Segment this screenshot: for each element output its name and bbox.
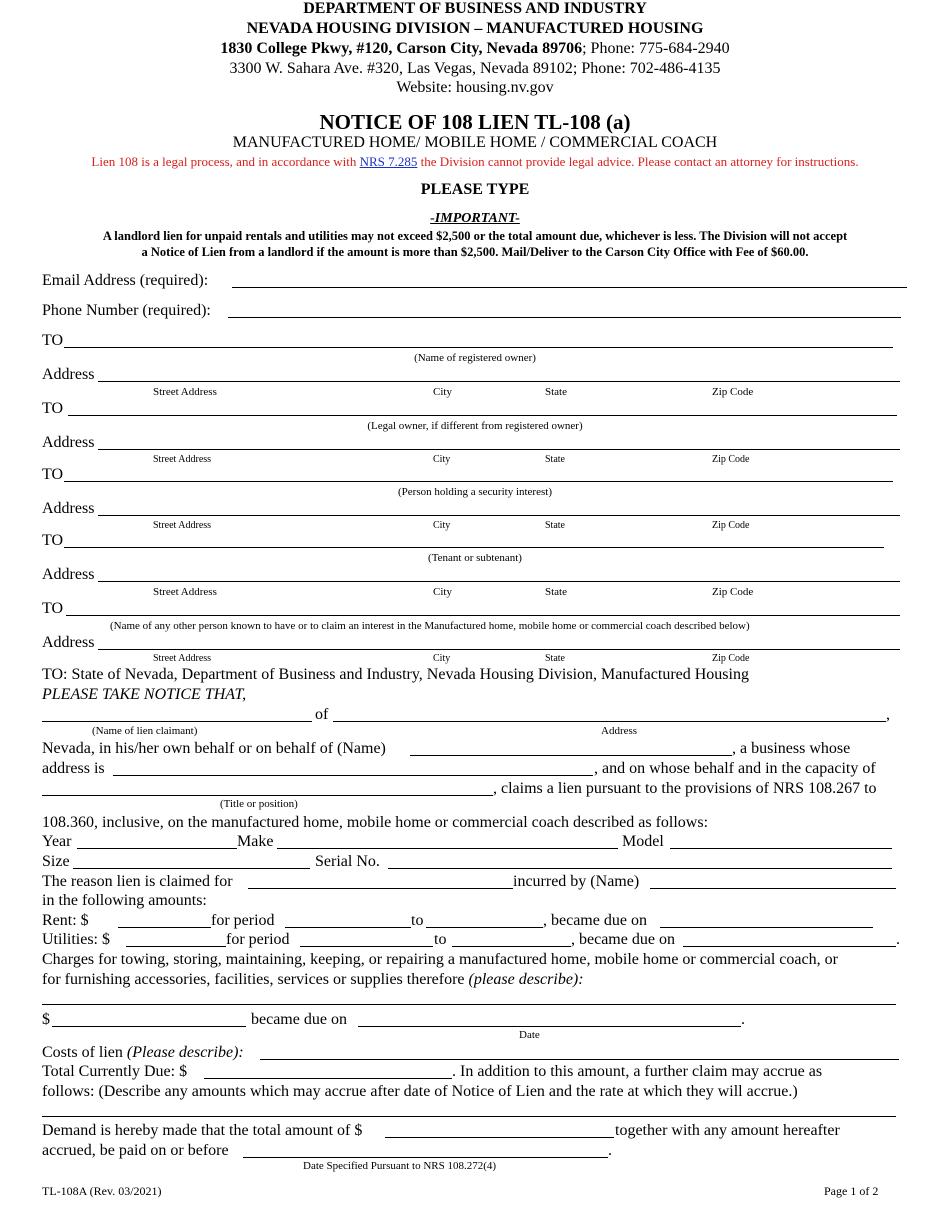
rent-due-label: , became due on: [543, 912, 647, 929]
to-label: TO: [42, 400, 64, 417]
rent-period-label: for period: [211, 912, 275, 929]
carson-phone: ; Phone: 775-684-2940: [582, 40, 730, 57]
address-label: Address: [42, 500, 95, 517]
carson-address: [0, 40, 950, 58]
caption-tenant: (Tenant or subtenant): [428, 552, 522, 564]
accrue-description-field[interactable]: [42, 1116, 896, 1117]
agency-name: DEPARTMENT OF BUSINESS AND INDUSTRY: [303, 0, 647, 17]
model-field[interactable]: [670, 848, 892, 849]
to-legal-owner-field[interactable]: [68, 415, 897, 416]
to-tenant-field[interactable]: [64, 547, 884, 548]
charges-line1: Charges for towing, storing, maintaining, keeping, or repairing a manufactured home, mobile home or commercial coach, or: [42, 951, 838, 968]
caption-zip: Zip Code: [712, 520, 750, 531]
year-field[interactable]: [77, 848, 237, 849]
accrue-line2: follows: (Describe any amounts which may accrue after date of Notice of Lien and the rate at which they will accrue.): [42, 1083, 798, 1100]
address-is-label: address is: [42, 760, 105, 777]
caption-state: State: [545, 386, 567, 398]
caption-city: City: [433, 520, 451, 531]
caption-zip: Zip Code: [712, 454, 750, 465]
incurred-name-field[interactable]: [650, 888, 896, 889]
claimant-address-field[interactable]: [333, 721, 886, 722]
important-line2: a Notice of Lien from a landlord if the amount is more than $2,500. Mail/Deliver to the Carson City Office with Fee of $60.00.: [141, 245, 809, 259]
rent-to-label: to: [411, 912, 424, 929]
utilities-period-label: for period: [226, 931, 290, 948]
caption-nrs-date: Date Specified Pursuant to NRS 108.272(4): [303, 1160, 497, 1172]
important-heading: [0, 211, 950, 227]
utilities-period-start-field[interactable]: [300, 946, 433, 947]
claims-lien-label: , claims a lien pursuant to the provisions of NRS 108.267 to: [493, 780, 877, 797]
caption-city: City: [433, 586, 452, 598]
paid-before-period: .: [608, 1142, 612, 1159]
page-number: Page 1 of 2: [824, 1184, 879, 1198]
division-name: NEVADA HOUSING DIVISION – MANUFACTURED HOUSING: [246, 20, 704, 37]
behalf-name-field[interactable]: [410, 755, 732, 756]
important-line1: A landlord lien for unpaid rentals and utilities may not exceed $2,500 or the total amount due, whichever is less. The Division will not accept: [102, 229, 848, 243]
form-title: NOTICE OF 108 LIEN TL-108 (a): [319, 110, 631, 134]
charges-description-field[interactable]: [42, 1004, 896, 1005]
caption-other-interest: (Name of any other person known to have or to claim an interest in the Manufactured home, mobile home or commercial coach described below): [110, 620, 750, 632]
caption-state: State: [545, 586, 567, 598]
to-label: TO: [42, 332, 64, 349]
behalf-label: Nevada, in his/her own behalf or on behalf of (Name): [42, 740, 386, 757]
please-take-notice: PLEASE TAKE NOTICE THAT,: [42, 686, 247, 703]
rent-period-end-field[interactable]: [426, 927, 543, 928]
following-amounts: in the following amounts:: [42, 892, 207, 909]
charges-due-label: became due on: [251, 1011, 347, 1028]
caption-lien-claimant: (Name of lien claimant): [92, 725, 198, 737]
caption-state: State: [545, 520, 565, 531]
caption-street: Street Address: [153, 520, 212, 531]
reason-label: The reason lien is claimed for: [42, 873, 233, 890]
title-position-field[interactable]: [42, 795, 493, 796]
make-field[interactable]: [277, 848, 618, 849]
address-field-1[interactable]: [98, 381, 900, 382]
to-other-interest-field[interactable]: [66, 615, 900, 616]
to-label: TO: [42, 600, 64, 617]
charges-period: .: [741, 1011, 745, 1028]
demand-amount-field[interactable]: [385, 1137, 614, 1138]
charges-amount-field[interactable]: [52, 1026, 246, 1027]
paid-before-date-field[interactable]: [243, 1157, 608, 1158]
caption-city: City: [433, 454, 451, 465]
caption-title-position: (Title or position): [220, 798, 298, 810]
nrs-link[interactable]: NRS 7.285: [359, 154, 418, 169]
utilities-due-label: , became due on: [571, 931, 675, 948]
lien-claimant-field[interactable]: [42, 721, 312, 722]
incurred-label: incurred by (Name): [513, 873, 640, 890]
caption-security-interest: (Person holding a security interest): [398, 486, 552, 498]
email-label: Email Address (required):: [42, 272, 209, 289]
vegas-address: 3300 W. Sahara Ave. #320, Las Vegas, Nevada 89102; Phone: 702-486-4135: [229, 60, 721, 77]
address-field-4[interactable]: [98, 581, 900, 582]
caption-street: Street Address: [153, 653, 212, 664]
caption-zip: Zip Code: [712, 586, 754, 598]
caption-zip: Zip Code: [712, 386, 754, 398]
year-label: Year: [42, 833, 72, 850]
caption-zip: Zip Code: [712, 653, 750, 664]
charges-dollar: $: [42, 1011, 50, 1028]
form-subtitle: MANUFACTURED HOME/ MOBILE HOME / COMMERCIAL COACH: [232, 134, 718, 151]
utilities-period-end-field[interactable]: [452, 946, 571, 947]
charges-line2-text: for furnishing accessories, facilities, services or supplies therefore: [42, 971, 465, 988]
address-field-2[interactable]: [98, 449, 900, 450]
serial-label: Serial No.: [315, 853, 380, 870]
charges-line2: [42, 971, 584, 989]
costs-label-text: Costs of lien: [42, 1044, 123, 1061]
email-field[interactable]: [232, 287, 907, 288]
form-id: TL-108A (Rev. 03/2021): [42, 1184, 162, 1198]
to-label: TO: [42, 466, 64, 483]
to-security-interest-field[interactable]: [64, 481, 893, 482]
legal-notice-after: the Division cannot provide legal advice. Please contact an attorney for instructions.: [420, 154, 859, 169]
charges-describe: (please describe):: [468, 971, 584, 988]
address-label: Address: [42, 566, 95, 583]
reason-field[interactable]: [248, 888, 513, 889]
total-due-field[interactable]: [204, 1078, 452, 1079]
caption-street: Street Address: [153, 386, 217, 398]
business-whose-label: , a business whose: [732, 740, 851, 757]
comma: ,: [886, 706, 890, 723]
caption-date: Date: [519, 1029, 540, 1041]
of-label: of: [315, 706, 329, 723]
carson-address-bold: 1830 College Pkwy, #120, Carson City, Nevada 89706: [220, 40, 583, 57]
rent-period-start-field[interactable]: [285, 927, 411, 928]
demand-label-b: together with any amount hereafter: [615, 1122, 840, 1139]
caption-registered-owner: (Name of registered owner): [414, 352, 536, 364]
rent-due-date-field[interactable]: [660, 927, 873, 928]
caption-state: State: [545, 454, 565, 465]
total-due-label: Total Currently Due: $: [42, 1063, 188, 1080]
caption-city: City: [433, 653, 451, 664]
costs-field[interactable]: [260, 1059, 899, 1060]
accrue-line1: . In addition to this amount, a further claim may accrue as: [452, 1063, 823, 1080]
to-label: TO: [42, 532, 64, 549]
capacity-label: , and on whose behalf and in the capacity of: [594, 760, 876, 777]
utilities-period-end: .: [896, 931, 900, 948]
address-label: Address: [42, 634, 95, 651]
caption-street: Street Address: [153, 586, 217, 598]
legal-notice: [0, 154, 950, 170]
demand-label: Demand is hereby made that the total amount of $: [42, 1122, 363, 1139]
important-heading-text: -IMPORTANT-: [430, 211, 520, 226]
serial-field[interactable]: [388, 868, 892, 869]
caption-legal-owner: (Legal owner, if different from registered owner): [367, 420, 583, 432]
size-field[interactable]: [73, 868, 310, 869]
utilities-due-date-field[interactable]: [683, 946, 896, 947]
website: Website: housing.nv.gov: [396, 79, 554, 96]
caption-state: State: [545, 653, 565, 664]
utilities-label: Utilities: $: [42, 931, 110, 948]
costs-describe: (Please describe):: [126, 1044, 244, 1061]
rent-label: Rent: $: [42, 912, 89, 929]
caption-address: Address: [601, 725, 638, 737]
to-registered-owner-field[interactable]: [64, 347, 893, 348]
model-label: Model: [622, 833, 664, 850]
to-state-of-nevada: TO: State of Nevada, Department of Business and Industry, Nevada Housing Division, Manufactured Housing: [42, 666, 749, 683]
business-address-field[interactable]: [113, 775, 593, 776]
please-type: PLEASE TYPE: [420, 181, 530, 198]
address-field-5[interactable]: [98, 649, 900, 650]
utilities-to-label: to: [434, 931, 447, 948]
rent-amount-field[interactable]: [118, 927, 211, 928]
costs-label: [42, 1044, 244, 1062]
caption-city: City: [433, 386, 452, 398]
caption-street: Street Address: [153, 454, 212, 465]
make-label: Make: [237, 833, 274, 850]
address-label: Address: [42, 434, 95, 451]
address-field-3[interactable]: [98, 515, 900, 516]
size-label: Size: [42, 853, 70, 870]
charges-due-date-field[interactable]: [358, 1026, 741, 1027]
nrs-range-text: 108.360, inclusive, on the manufactured home, mobile home or commercial coach described as follows:: [42, 814, 709, 831]
address-label: Address: [42, 366, 95, 383]
legal-notice-before: Lien 108 is a legal process, and in accordance with: [91, 154, 357, 169]
paid-before-label: accrued, be paid on or before: [42, 1142, 229, 1159]
phone-label: Phone Number (required):: [42, 302, 211, 319]
utilities-amount-field[interactable]: [126, 946, 226, 947]
phone-field[interactable]: [228, 317, 901, 318]
